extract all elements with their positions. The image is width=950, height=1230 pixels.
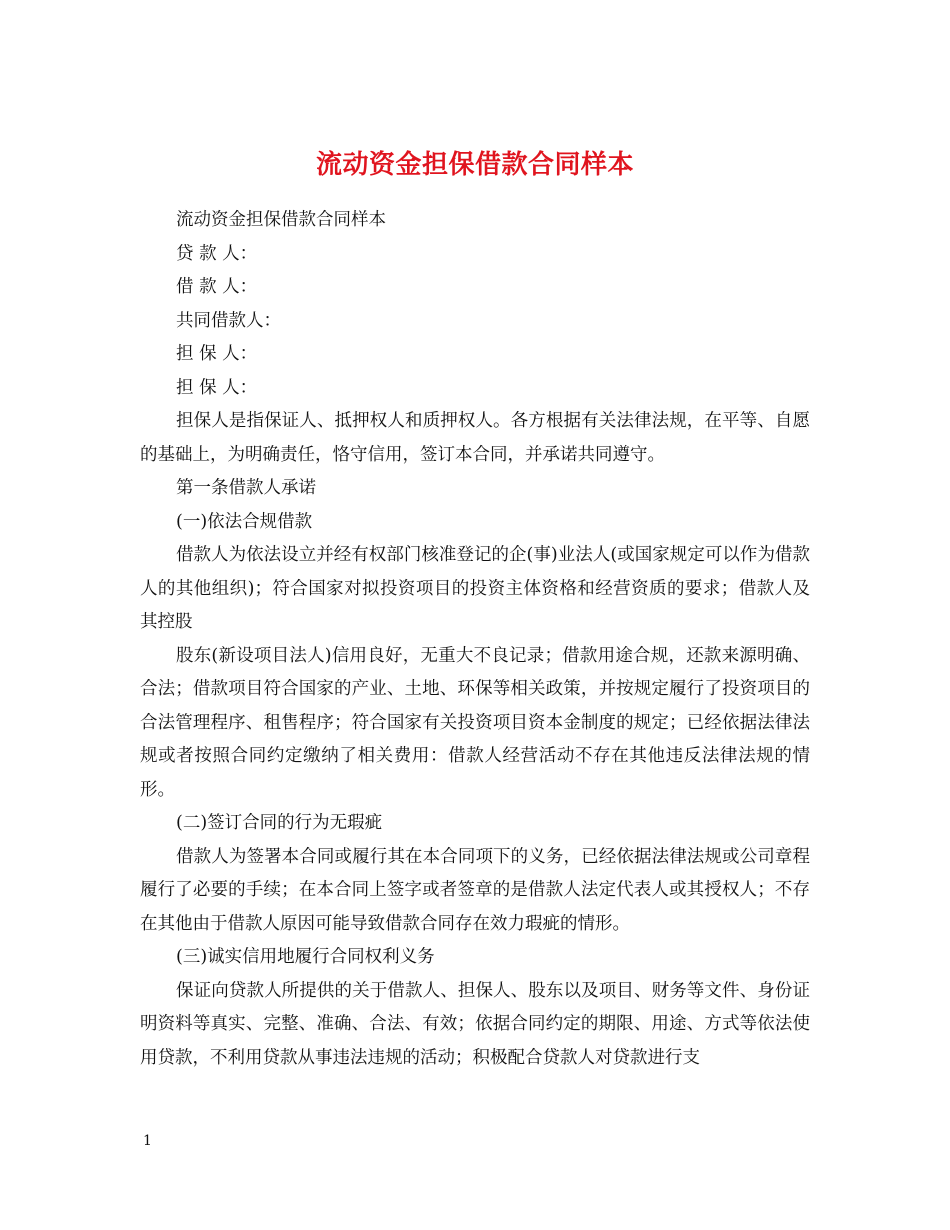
article-1-heading: 第一条借款人承诺 [176, 478, 316, 498]
paragraph-section-3: 保证向贷款人所提供的关于借款人、担保人、股东以及项目、财务等文件、身份证明资料等真实、完整、准确、合法、有效；依据合同约定的期限、用途、方式等依法使用贷款，不利用贷款从事违法违规的活动；积极配合贷款人对贷款进行支 [140, 980, 810, 1068]
page-number: 1 [143, 1133, 152, 1149]
section-3-heading: (三)诚实信用地履行合同权利义务 [176, 947, 435, 967]
document-title: 流动资金担保借款合同样本 [315, 150, 634, 181]
paragraph-section-1-b: 股东(新设项目法人)信用良好，无重大不良记录；借款用途合规，还款来源明确、合法；借款项目符合国家的产业、土地、环保等相关政策，并按规定履行了投资项目的合法管理程序、租售程序；符合国家有关投资项目资本金制度的规定；已经依据法律法规或者按照合同约定缴纳了相关费用：借款人经营活动不存在其他违反法律法规的情形。 [140, 645, 810, 800]
section-2-heading: (二)签订合同的行为无瑕疵 [176, 813, 383, 833]
section-1-heading: (一)依法合规借款 [176, 511, 313, 532]
paragraph-subtitle: 流动资金担保借款合同样本 [176, 210, 386, 230]
paragraph-guarantor-1: 担 保 人： [176, 344, 258, 364]
paragraph-section-2: 借款人为签署本合同或履行其在本合同项下的义务，已经依据法律法规或公司章程履行了必要的手续；在本合同上签字或者签章的是借款人法定代表人或其授权人；不存在其他由于借款人原因可能导致借款合同存在效力瑕疵的情形。 [140, 846, 810, 934]
paragraph-section-1-a: 借款人为依法设立并经有权部门核准登记的企(事)业法人(或国家规定可以作为借款人的其他组织)；符合国家对拟投资项目的投资主体资格和经营资质的要求；借款人及其控股 [140, 545, 810, 632]
paragraph-lender: 贷 款 人： [176, 243, 258, 264]
paragraph-guarantor-2: 担 保 人： [176, 377, 258, 398]
paragraph-preamble: 担保人是指保证人、抵押权人和质押权人。各方根据有关法律法规，在平等、自愿的基础上，为明确责任，恪守信用，签订本合同，并承诺共同遵守。 [140, 411, 810, 465]
document-body [140, 204, 810, 1075]
paragraph-co-borrower: 共同借款人： [176, 310, 281, 331]
paragraph-borrower: 借 款 人： [176, 277, 258, 297]
